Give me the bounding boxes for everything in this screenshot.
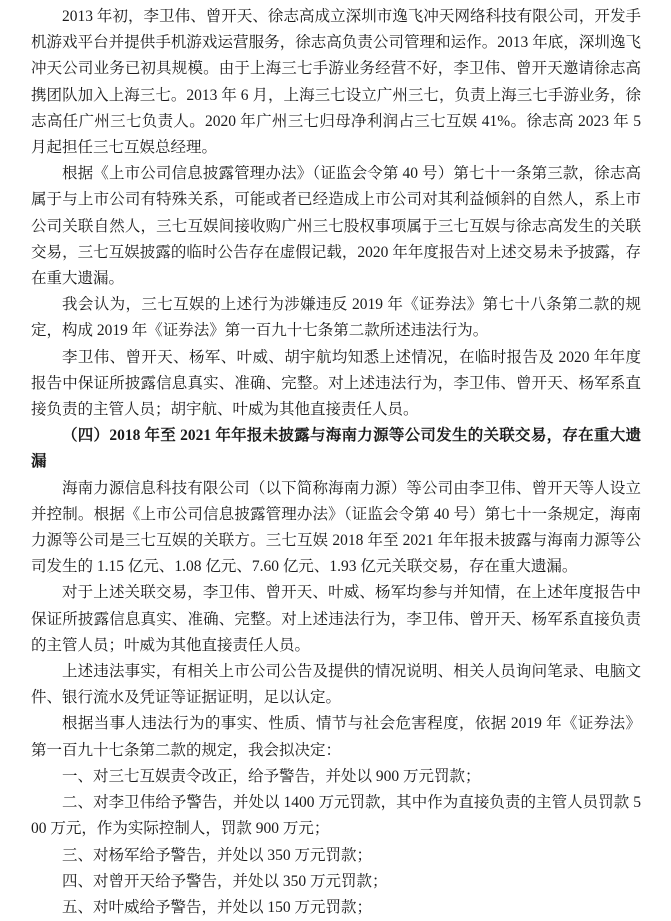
paragraph-decision-basis: 根据当事人违法行为的事实、性质、情节与社会危害程度，依据 2019 年《证券法》第一百九十七条第二款的规定，我会拟决定： (31, 715, 641, 759)
paragraph-company-history: 2013 年初，李卫伟、曾开天、徐志高成立深圳市逸飞冲天网络科技有限公司，开发手机游戏平台并提供手机游戏运营服务，徐志高负责公司管理和运作。2013 年底，深圳逸飞冲天公司业务已初具规模。由于上海三七手游业务经营不好，李卫伟、曾开天邀请徐志高携团队加入上海三七。2013 年 6 月，上海三七设立广州三七，负责上海三七手游业务，徐志高任广州三七负责人。2020 年广州三七归母净利润占三七互娱 41%。徐志高 2023 年 5 月起担任三七互娱总经理。 (31, 8, 641, 157)
decision-item-2: 二、对李卫伟给予警告，并处以 1400 万元罚款，其中作为直接负责的主管人员罚款 500 万元，作为实际控制人，罚款 900 万元； (31, 794, 641, 838)
paragraph-responsible-persons-1: 李卫伟、曾开天、杨军、叶威、胡宇航均知悉上述情况，在临时报告及 2020 年年度报告中保证所披露信息真实、准确、完整。对上述违法行为，李卫伟、曾开天、杨军系直接负责的主管人员；胡宇航、叶威为其他直接责任人员。 (31, 348, 641, 419)
paragraph-responsible-persons-2: 对于上述关联交易，李卫伟、曾开天、叶威、杨军均参与并知情，在上述年度报告中保证所披露信息真实、准确、完整。对上述违法行为，李卫伟、曾开天、杨军系直接负责的主管人员；叶威为其他直接责任人员。 (31, 584, 641, 654)
paragraph-hainan-liyuan-transactions: 海南力源信息科技有限公司（以下简称海南力源）等公司由李卫伟、曾开天等人设立并控制。根据《上市公司信息披露管理办法》（证监会令第 40 号）第七十一条规定，海南力源等公司是三七互娱的关联方。三七互娱 2018 年至 2021 年年报未披露与海南力源等公司发生的 1.15 亿元、1.08 亿元、7.60 亿元、1.93 亿元关联交易，存在重大遗漏。 (31, 479, 641, 576)
decision-item-3: 三、对杨军给予警告，并处以 350 万元罚款； (62, 846, 373, 864)
section-heading-four: （四）2018 年至 2021 年年报未披露与海南力源等公司发生的关联交易，存在重大遗漏 (31, 427, 641, 471)
decision-item-1: 一、对三七互娱责令改正，给予警告，并处以 900 万元罚款； (62, 767, 481, 785)
decision-item-5: 五、对叶威给予警告，并处以 150 万元罚款； (62, 898, 373, 916)
paragraph-related-party-basis: 根据《上市公司信息披露管理办法》（证监会令第 40 号）第七十一条第三款，徐志高属于与上市公司有特殊关系，可能或者已经造成上市公司对其利益倾斜的自然人，系上市公司关联自然人，三七互娱间接收购广州三七股权事项属于三七互娱与徐志高发生的关联交易，三七互娱披露的临时公告存在虚假记载，2020 年年度报告对上述交易未予披露，存在重大遗漏。 (31, 165, 641, 288)
paragraph-law-violation-opinion: 我会认为，三七互娱的上述行为涉嫌违反 2019 年《证券法》第七十八条第二款的规定，构成 2019 年《证券法》第一百九十七条第二款所述违法行为。 (31, 296, 641, 340)
paragraph-evidence: 上述违法事实，有相关上市公司公告及提供的情况说明、相关人员询问笔录、电脑文件、银行流水及凭证等证据证明，足以认定。 (31, 663, 641, 707)
decision-item-4: 四、对曾开天给予警告，并处以 350 万元罚款； (62, 872, 388, 890)
